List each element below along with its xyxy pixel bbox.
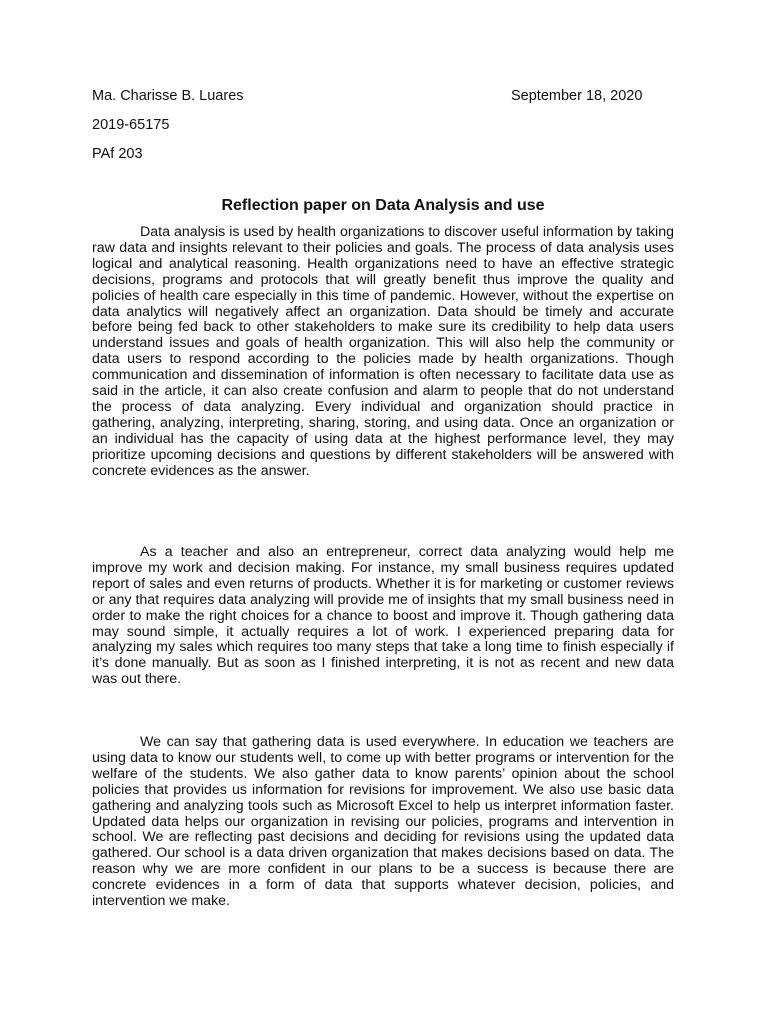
body-paragraph-2: As a teacher and also an entrepreneur, correct data analyzing would help me improve my work and decision making. For instance, my small business requires updated report of sales and even returns of products. Whether it is for marketing or customer reviews or any that requires data analyzing will provide me of insights that my small business need in order to make the right choices for a chance to boost and improve it. Though gathering data may sound simple, it actually requires a lot of work. I experienced preparing data for analyzing my sales which requires too many steps that take a long time to finish especially if it’s done manually. But as soon as I finished interpreting, it is not as recent and new data was out there. [92,544,674,688]
author-name: Ma. Charisse B. Luares [92,88,244,104]
document-date: September 18, 2020 [511,88,643,104]
body-paragraph-3: We can say that gathering data is used everywhere. In education we teachers are using data to know our students well, to come up with better programs or intervention for the welfare of the students. We also gather data to know parents’ opinion about the school policies that provides us information for revisions for improvement. We also use basic data gathering and analyzing tools such as Microsoft Excel to help us interpret information faster. Updated data helps our organization in revising our policies, programs and intervention in school. We are reflecting past decisions and deciding for revisions using the updated data gathered. Our school is a data driven organization that makes decisions based on data. The reason why we are more confident in our plans to be a success is because there are concrete evidences in a form of data that supports whatever decision, policies, and intervention we make. [92,734,674,910]
document-title: Reflection paper on Data Analysis and use [221,197,545,214]
student-id: 2019-65175 [92,117,170,133]
course-code: PAf 203 [92,146,143,162]
body-paragraph-1: Data analysis is used by health organizations to discover useful information by taking raw data and insights relevant to their policies and goals. The process of data analysis uses logical and analytical reasoning. Health organizations need to have an effective strategic decisions, programs and protocols that will greatly benefit thus improve the quality and policies of health care especially in this time of pandemic. However, without the expertise on data analytics will negatively affect an organization. Data should be timely and accurate before being fed back to other stakeholders to make sure its credibility to help data users understand issues and goals of health organization. This will also help the community or data users to respond according to the policies made by health organizations. Though communication and dissemination of information is often necessary to facilitate data use as said in the article, it can also create confusion and alarm to people that do not understand the process of data analyzing. Every individual and organization should practice in gathering, analyzing, interpreting, sharing, storing, and using data. Once an organization or an individual has the capacity of using data at the highest performance level, they may prioritize upcoming decisions and questions by different stakeholders will be answered with concrete evidences as the answer. [92,224,674,479]
